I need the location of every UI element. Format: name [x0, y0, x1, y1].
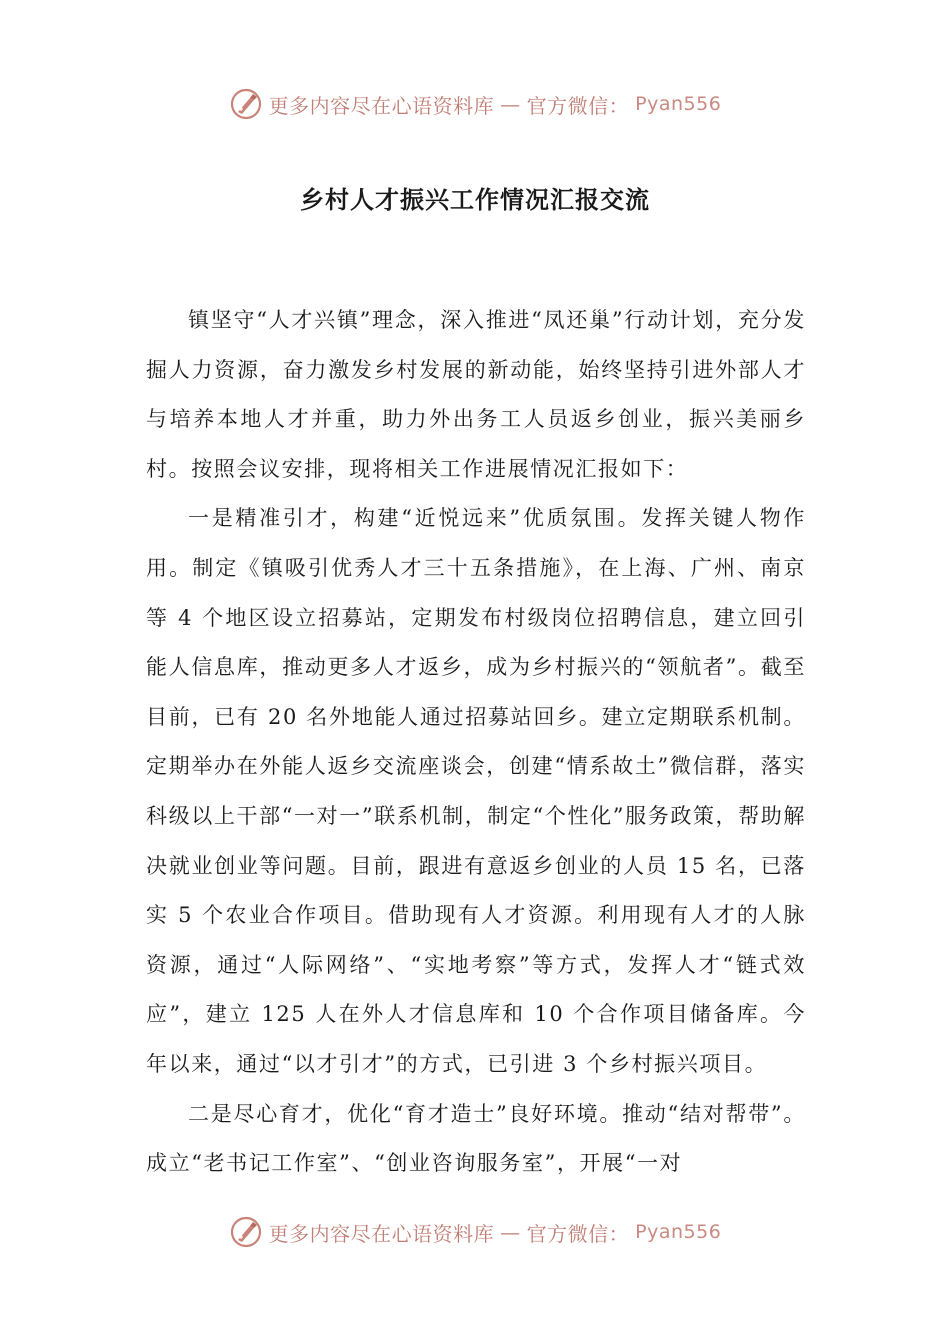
watermark-brand: 更多内容尽在心语资料库 [268, 1221, 495, 1246]
watermark-wechat-label: 官方微信： [526, 1221, 630, 1246]
watermark-separator: — [500, 92, 521, 116]
watermark-wechat-id: Pyan556 [635, 93, 722, 115]
pen-nib-logo-icon [229, 1215, 263, 1249]
document-title: 乡村人才振兴工作情况汇报交流 [300, 186, 650, 214]
watermark-footer [0, 1212, 950, 1252]
paragraph-section-one: 一是精准引才，构建“近悦远来”优质氛围。发挥关键人物作用。制定《镇吸引优秀人才三十五条措施》，在上海、广州、南京等 4 个地区设立招募站，定期发布村级岗位招聘信息，建立回引能人信息库，推动更多人才返乡，成为乡村振兴的“领航者”。截至目前，已有 20 名外地能人通过招募站回乡。建立定期联系机制。定期举办在外能人返乡交流座谈会，创建“情系故土”微信群，落实科级以上干部“一对一”联系机制，制定“个性化”服务政策，帮助解决就业创业等问题。目前，跟进有意返乡创业的人员 15 名，已落实 5 个农业合作项目。借助现有人才资源。利用现有人才的人脉资源，通过“人际网络”、“实地考察”等方式，发挥人才“链式效应”，建立 125 人在外人才信息库和 10 个合作项目储备库。今年以来，通过“以才引才”的方式，已引进 3 个乡村振兴项目。 [146, 506, 806, 1076]
document-body [146, 296, 806, 1189]
paragraph-section-two: 二是尽心育才，优化“育才造士”良好环境。推动“结对帮带”。成立“老书记工作室”、“创业咨询服务室”，开展“一对 [146, 1101, 806, 1176]
watermark-separator: — [500, 1220, 521, 1244]
watermark-wechat-label: 官方微信： [526, 93, 630, 118]
watermark-header [0, 84, 950, 124]
paragraph-intro: 镇坚守“人才兴镇”理念，深入推进“凤还巢”行动计划，充分发掘人力资源，奋力激发乡村发展的新动能，始终坚持引进外部人才与培养本地人才并重，助力外出务工人员返乡创业，振兴美丽乡村。按照会议安排，现将相关工作进展情况汇报如下： [146, 308, 806, 481]
pen-nib-logo-icon [229, 87, 263, 121]
watermark-wechat-id: Pyan556 [635, 1221, 722, 1243]
watermark-brand: 更多内容尽在心语资料库 [268, 93, 495, 118]
